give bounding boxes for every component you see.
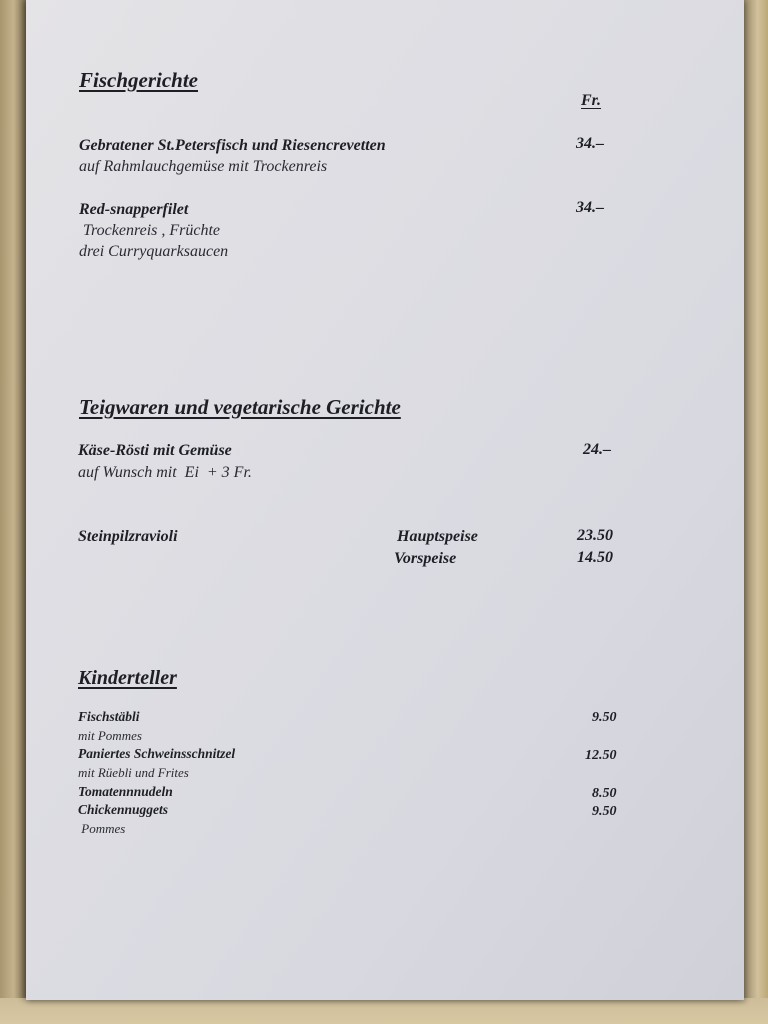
menu-item-name: Paniertes Schweinsschnitzel — [78, 746, 236, 761]
menu-page — [26, 0, 744, 1000]
menu-item-name: Käse-Rösti mit Gemüse — [78, 442, 232, 459]
menu-holder-frame-bottom — [0, 998, 768, 1024]
menu-item-name: Steinpilzravioli — [78, 528, 178, 545]
menu-holder-frame-right — [742, 0, 768, 1024]
menu-item-price: 14.50 — [577, 549, 613, 566]
menu-item-price: 23.50 — [577, 527, 613, 544]
menu-item-description: Trockenreis , Früchte — [79, 222, 221, 239]
menu-item-name: Gebratener St.Petersfisch und Riesencrevetten — [79, 137, 386, 154]
menu-item-name: Tomatennnudeln — [78, 784, 173, 799]
menu-item-price: 12.50 — [585, 748, 617, 763]
menu-item-price: 9.50 — [592, 804, 617, 819]
menu-item-name: Fischstäbli — [78, 709, 140, 724]
menu-item-price: 9.50 — [592, 710, 617, 725]
menu-item-variant-label: Vorspeise — [394, 550, 457, 567]
menu-item-description: mit Rüebli und Frites — [78, 765, 189, 780]
section-title-kinderteller: Kinderteller — [78, 667, 177, 689]
section-title-teigwaren: Teigwaren und vegetarische Gerichte — [79, 395, 401, 419]
menu-item-price: 8.50 — [592, 786, 617, 801]
section-title-fischgerichte: Fischgerichte — [79, 68, 198, 92]
menu-item-description: drei Curryquarksaucen — [79, 243, 229, 260]
menu-item-name: Chickennuggets — [78, 802, 169, 817]
menu-item-description: mit Pommes — [78, 728, 142, 743]
menu-item-name: Red-snapperfilet — [79, 201, 189, 218]
menu-item-description: Pommes — [78, 821, 126, 836]
menu-item-price: 34.– — [576, 135, 604, 152]
menu-item-description: auf Wunsch mit Ei + 3 Fr. — [78, 464, 252, 481]
menu-item-price: 34.– — [576, 199, 604, 216]
menu-item-description: auf Rahmlauchgemüse mit Trockenreis — [79, 158, 328, 175]
currency-header: Fr. — [581, 92, 602, 109]
menu-item-variant-label: Hauptspeise — [397, 528, 478, 545]
menu-item-price: 24.– — [583, 441, 611, 458]
